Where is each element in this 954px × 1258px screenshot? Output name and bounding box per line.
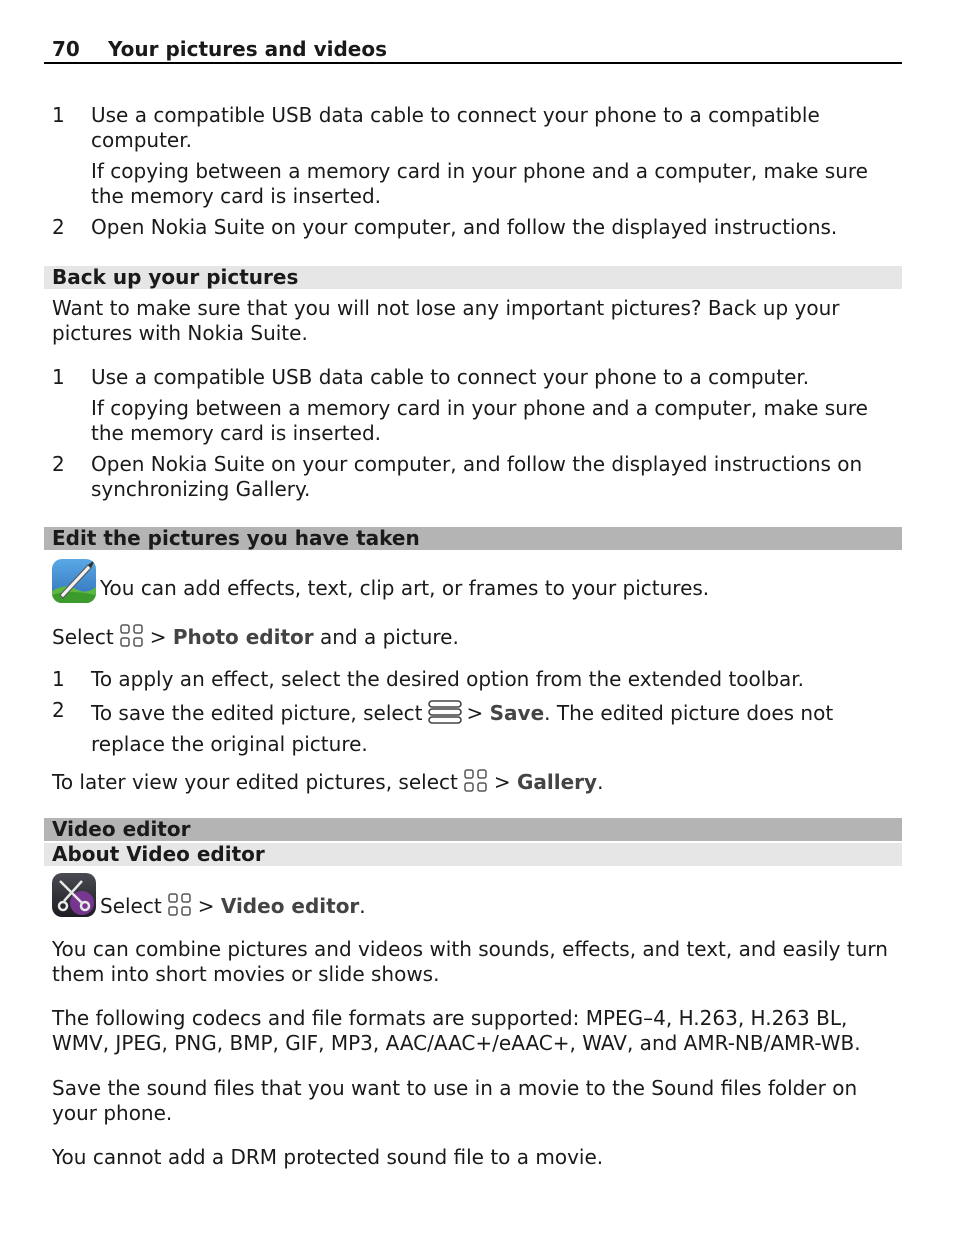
menu-item-save: Save — [489, 701, 545, 725]
section-heading-edit: Edit the pictures you have taken — [44, 527, 902, 550]
video-paragraph-4: You cannot add a DRM protected sound file to a movie. — [52, 1145, 604, 1169]
step-note: If copying between a memory card in your phone and a computer, make sure the memory card is inserted. — [91, 159, 868, 208]
section-heading-video: Video editor — [44, 818, 902, 841]
step-text: Use a compatible USB data cable to connect your phone to a compatible computer. — [91, 103, 820, 152]
menu-item-photo-editor: Photo editor — [172, 625, 314, 649]
step-number: 2 — [52, 215, 65, 239]
video-paragraph-2: The following codecs and file formats are supported: MPEG–4, H.263, H.263 BL, WMV, JPEG, PNG, BMP, GIF, MP3, AAC/AAC+/eAAC+, WAV, and AMR-NB/AMR-WB. — [52, 1006, 861, 1055]
menu-item-video-editor: Video editor — [220, 894, 360, 918]
video-paragraph-1: You can combine pictures and videos with sounds, effects, and text, and easily turn them into short movies or slide shows. — [52, 937, 888, 986]
step-number: 1 — [52, 667, 65, 691]
step-text: To apply an effect, select the desired option from the extended toolbar. — [91, 667, 805, 691]
video-select-line: Select > Video editor. — [100, 891, 900, 925]
menu-grid-icon — [118, 622, 146, 656]
edit-select-line: Select > Photo editor and a picture. — [52, 622, 904, 656]
step-text: To save the edited picture, select > Save. The edited picture does not replace the original picture. — [91, 698, 903, 757]
step-number: 1 — [52, 103, 65, 127]
step-number: 2 — [52, 698, 65, 722]
step-text: Use a compatible USB data cable to connect your phone to a computer. — [91, 365, 810, 389]
backup-paragraph: Want to make sure that you will not lose any important pictures? Back up your pictures with Nokia Suite. — [52, 296, 840, 345]
photo-editor-app-icon — [52, 559, 96, 603]
chapter-title: Your pictures and videos — [108, 37, 388, 61]
video-editor-app-icon — [52, 873, 96, 917]
menu-grid-icon — [166, 891, 194, 925]
page-number: 70 — [52, 37, 80, 61]
edit-intro: You can add effects, text, clip art, or frames to your pictures. — [100, 576, 710, 600]
page-header — [44, 36, 902, 64]
step-text: Open Nokia Suite on your computer, and follow the displayed instructions on synchronizing Gallery. — [91, 452, 863, 501]
video-paragraph-3: Save the sound files that you want to use in a movie to the Sound files folder on your phone. — [52, 1076, 858, 1125]
step-text: Open Nokia Suite on your computer, and follow the displayed instructions. — [91, 215, 838, 239]
subsection-heading-about: About Video editor — [44, 843, 902, 866]
step-note: If copying between a memory card in your phone and a computer, make sure the memory card is inserted. — [91, 396, 868, 445]
step-number: 1 — [52, 365, 65, 389]
step-number: 2 — [52, 452, 65, 476]
menu-item-gallery: Gallery — [516, 770, 598, 794]
options-icon — [427, 698, 463, 732]
gallery-line: To later view your edited pictures, select > Gallery. — [52, 767, 904, 801]
section-heading-backup: Back up your pictures — [44, 266, 902, 289]
menu-grid-icon — [462, 767, 490, 801]
